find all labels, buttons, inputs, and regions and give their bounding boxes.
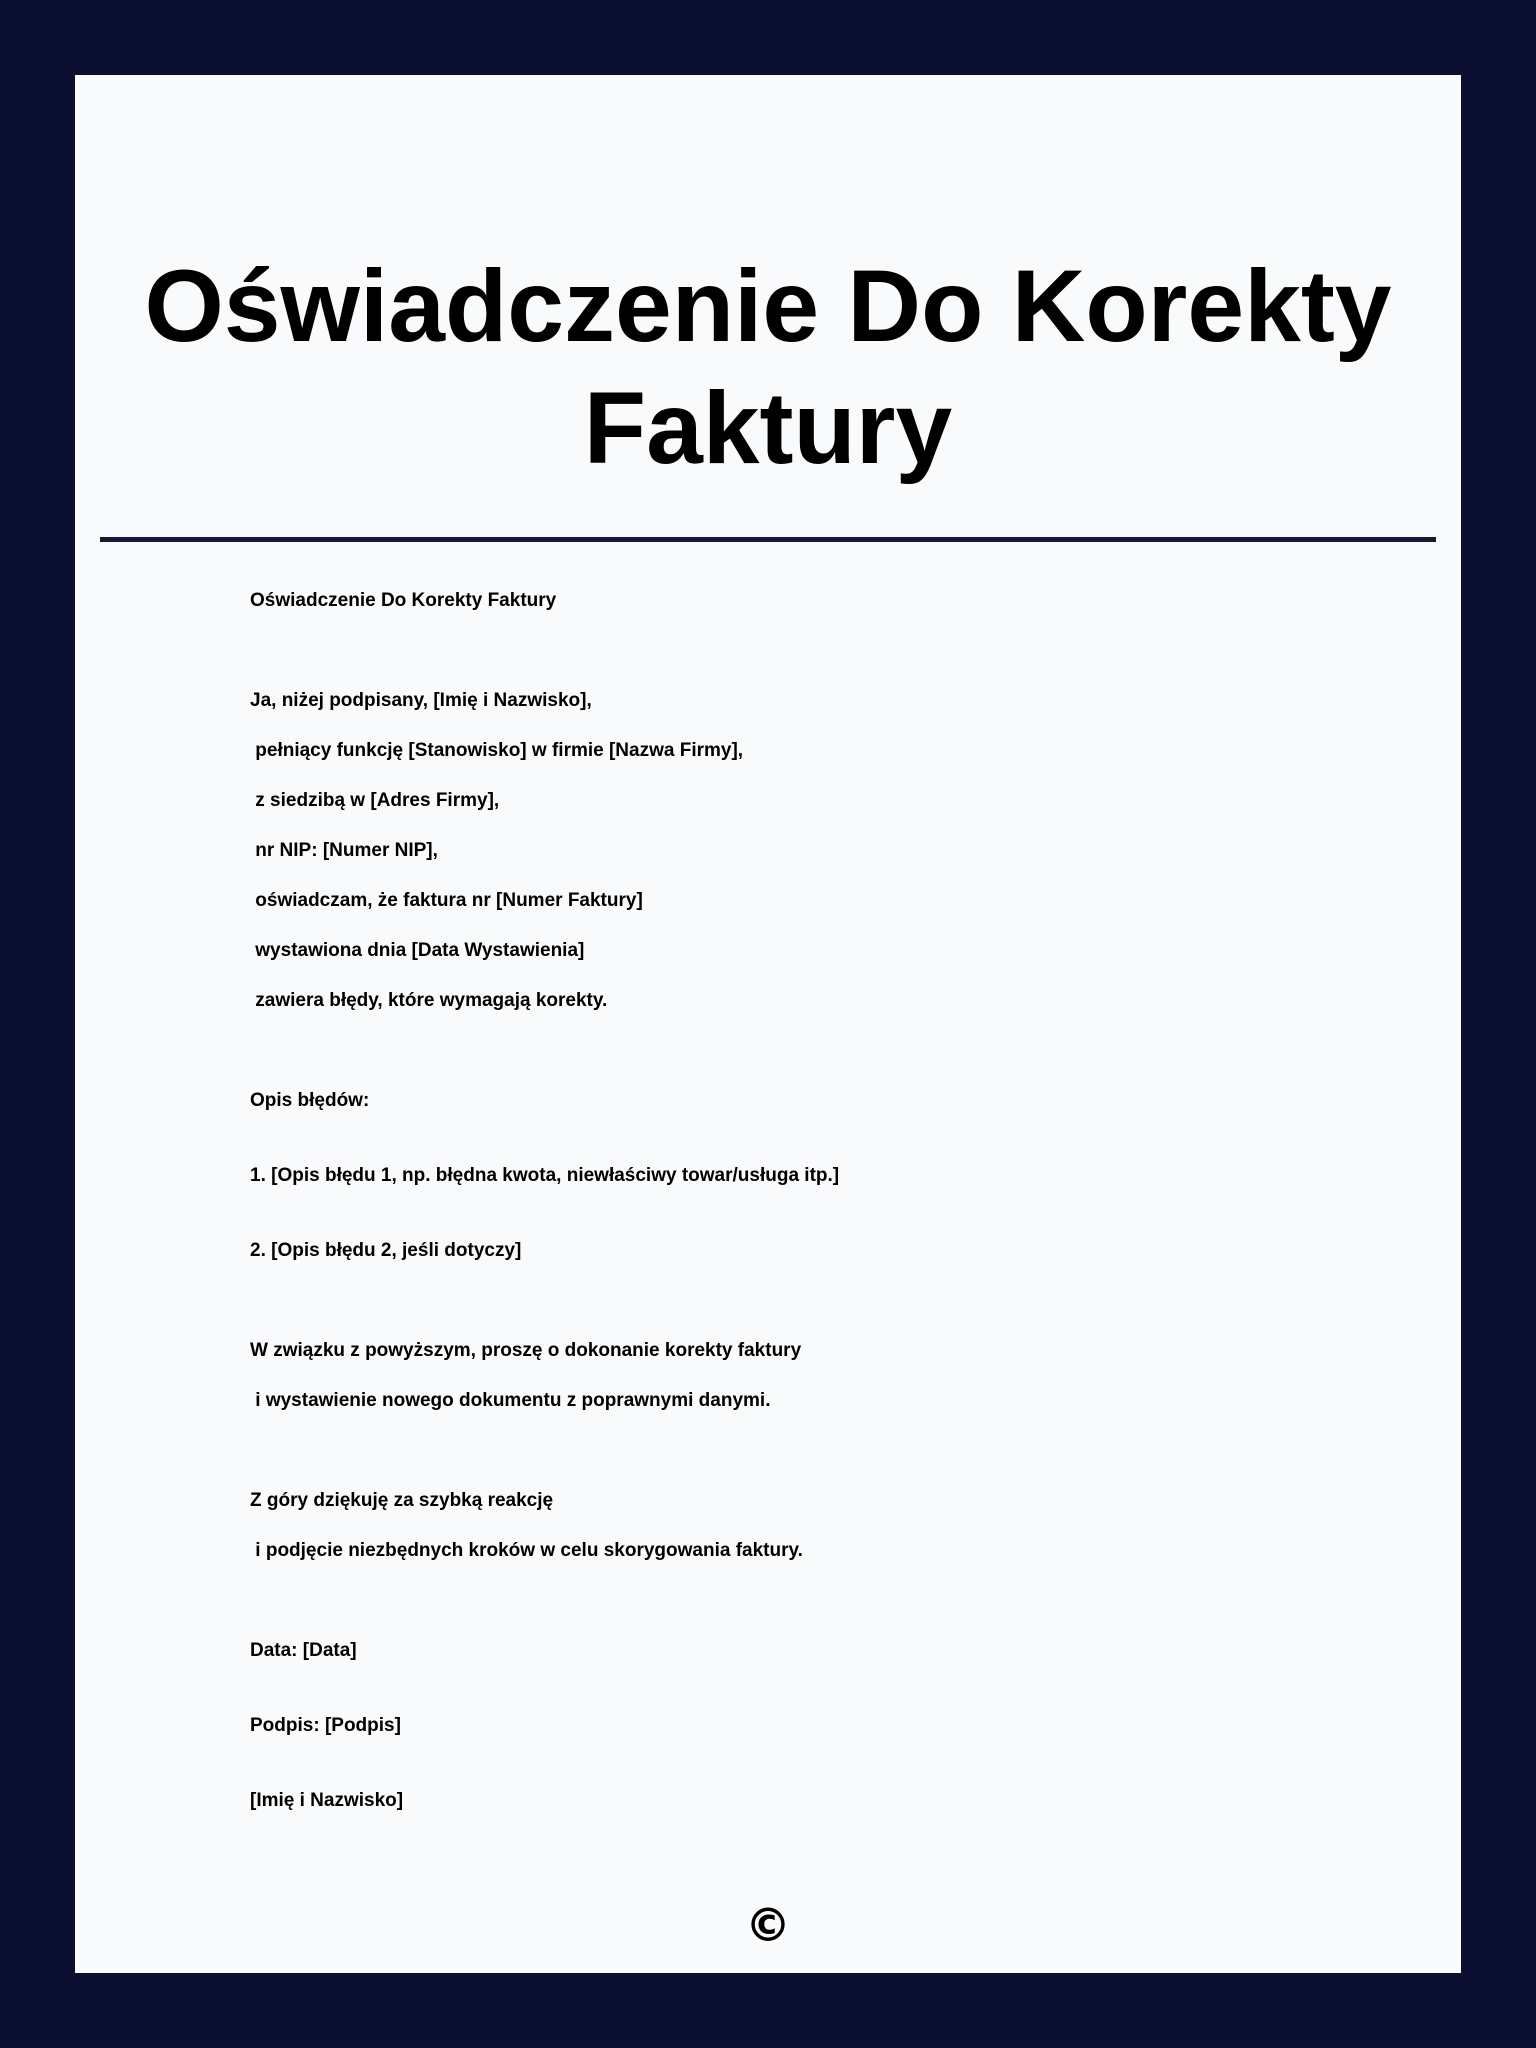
intro-line-1: Ja, niżej podpisany, [Imię i Nazwisko],: [250, 690, 592, 711]
date-line: Data: [Data]: [250, 1640, 357, 1661]
intro-line-6: wystawiona dnia [Data Wystawienia]: [250, 940, 585, 961]
intro-line-4: nr NIP: [Numer NIP],: [250, 840, 438, 861]
thanks-line-2: i podjęcie niezbędnych kroków w celu skorygowania faktury.: [250, 1540, 803, 1561]
name-line: [Imię i Nazwisko]: [250, 1790, 404, 1811]
intro-line-5: oświadczam, że faktura nr [Numer Faktury]: [250, 890, 643, 911]
copyright-icon: ©: [745, 1898, 791, 1952]
intro-line-2: pełniący funkcję [Stanowisko] w firmie [Nazwa Firmy],: [250, 740, 744, 761]
error-item-1: 1. [Opis błędu 1, np. błędna kwota, niewłaściwy towar/usługa itp.]: [250, 1165, 840, 1186]
intro-line-7: zawiera błędy, które wymagają korekty.: [250, 990, 608, 1011]
document-heading: Oświadczenie Do Korekty Faktury: [250, 590, 557, 611]
intro-line-3: z siedzibą w [Adres Firmy],: [250, 790, 500, 811]
document-title: Oświadczenie Do Korekty Faktury: [144, 249, 1392, 485]
title-divider: [100, 537, 1436, 542]
signature-line: Podpis: [Podpis]: [250, 1715, 401, 1736]
request-line-1: W związku z powyższym, proszę o dokonanie korekty faktury: [250, 1340, 802, 1361]
document-page: [75, 75, 1461, 1973]
errors-label: Opis błędów:: [250, 1090, 370, 1111]
thanks-line-1: Z góry dziękuję za szybką reakcję: [250, 1490, 554, 1511]
request-line-2: i wystawienie nowego dokumentu z poprawnymi danymi.: [250, 1390, 771, 1411]
error-item-2: 2. [Opis błędu 2, jeśli dotyczy]: [250, 1240, 522, 1261]
